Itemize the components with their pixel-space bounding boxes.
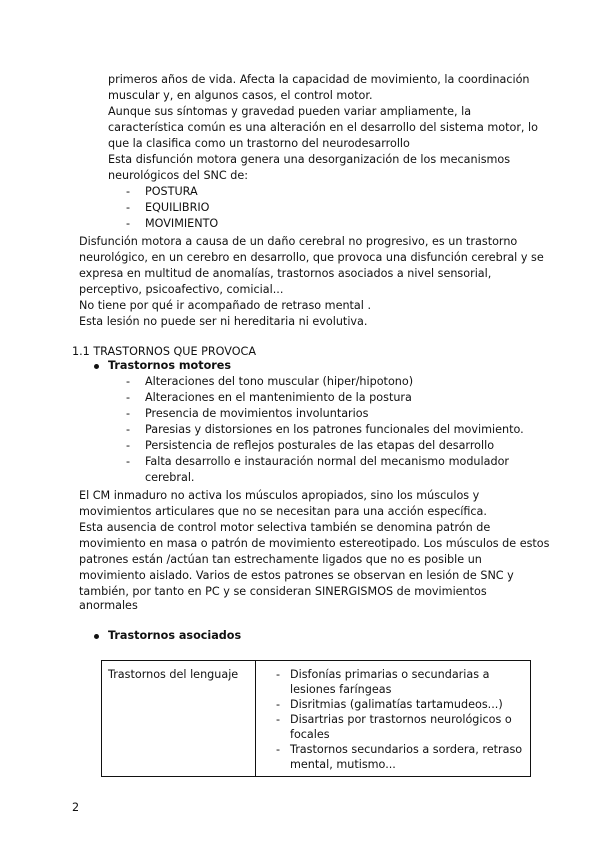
body-text-line: neurológico, en un cerebro en desarrollo, que provoca una disfunción cerebral y se [79,251,544,264]
body-text-line: Esta lesión no puede ser ni hereditaria ni evolutiva. [79,315,368,328]
body-text-line: primeros años de vida. Afecta la capacidad de movimiento, la coordinación [108,73,530,86]
snc-list-item: MOVIMIENTO [145,217,219,230]
table-item-line: Disfonías primarias o secundarias a [290,668,490,681]
body-text-line: anormales [79,599,138,612]
dash-bullet-icon: - [126,185,131,198]
table-item-line: focales [290,728,330,741]
dash-bullet-icon: - [276,713,281,726]
bullet-dot-icon [94,364,99,369]
table-list-item [262,742,524,772]
body-text-line: neurológicos del SNC de: [108,169,249,182]
table-items-cell [256,661,531,777]
dash-bullet-icon: - [276,698,281,711]
body-text-line: perceptivo, psicoafectivo, comicial... [79,283,284,296]
body-text-line: patrones están /actúan tan estrechamente ligados que no es posible un [79,553,482,566]
dash-bullet-icon: - [276,743,281,756]
body-text-line: muscular y, en algunos casos, el control motor. [108,89,373,102]
trastornos-motores-title: Trastornos motores [108,359,232,372]
table-item-line: Disartrias por trastornos neurológicos o [290,713,512,726]
body-text-line: expresa en multitud de anomalías, trastornos asociados a nivel sensorial, [79,267,492,280]
motor-list-item: Presencia de movimientos involuntarios [145,407,369,420]
table-label-cell: Trastornos del lenguaje [102,661,256,777]
dash-bullet-icon: - [126,375,131,388]
dash-bullet-icon: - [126,201,131,214]
dash-bullet-icon: - [126,439,131,452]
body-text-line: El CM inmaduro no activa los músculos apropiados, sino los músculos y [79,489,480,502]
table-list-item [262,697,524,712]
body-text-line: No tiene por qué ir acompañado de retraso mental . [79,299,372,312]
snc-list-item: EQUILIBRIO [145,201,210,214]
body-text-line: Esta disfunción motora genera una desorganización de los mecanismos [108,153,511,166]
bullet-dot-icon [94,634,99,639]
table-item-line: mental, mutismo... [290,758,396,771]
trastornos-asociados-title: Trastornos asociados [108,629,242,642]
table-list-item [262,712,524,742]
table-item-line: lesiones faríngeas [290,683,392,696]
motor-list-item: Falta desarrollo e instauración normal del mecanismo modulador [145,455,510,468]
body-text-line: Aunque sus síntomas y gravedad pueden variar ampliamente, la [108,105,472,118]
dash-bullet-icon: - [126,391,131,404]
table-row [102,661,531,777]
motor-list-item: Alteraciones en el mantenimiento de la postura [145,391,412,404]
section-heading: 1.1 TRASTORNOS QUE PROVOCA [72,345,256,358]
trastornos-table [101,660,531,777]
dash-bullet-icon: - [126,217,131,230]
dash-bullet-icon: - [276,668,281,681]
motor-list-item: Paresias y distorsiones en los patrones funcionales del movimiento. [145,423,524,436]
snc-list-item: POSTURA [145,185,198,198]
body-text-line: también, por tanto en PC y se consideran SINERGISMOS de movimientos [79,585,487,598]
body-text-line: que la clasifica como un trastorno del neurodesarrollo [108,137,410,150]
motor-list-item: cerebral. [145,471,195,484]
table-list-item [262,667,524,697]
body-text-line: característica común es una alteración en el desarrollo del sistema motor, lo [108,121,539,134]
motor-list-item: Alteraciones del tono muscular (hiper/hipotono) [145,375,414,388]
motor-list-item: Persistencia de reflejos posturales de las etapas del desarrollo [145,439,495,452]
page-number: 2 [72,801,80,814]
body-text-line: movimiento aislado. Varios de estos patrones se observan en lesión de SNC y [79,569,514,582]
table-item-line: Disritmias (galimatías tartamudeos...) [290,698,503,711]
table-item-line: Trastornos secundarios a sordera, retraso [290,743,523,756]
body-text-line: movimiento en masa o patrón de movimiento estereotipado. Los músculos de estos [79,537,550,550]
body-text-line: movimientos articulares que no se necesitan para una acción específica. [79,505,487,518]
body-text-line: Disfunción motora a causa de un daño cerebral no progresivo, es un trastorno [79,235,518,248]
dash-bullet-icon: - [126,455,131,468]
dash-bullet-icon: - [126,407,131,420]
body-text-line: Esta ausencia de control motor selectiva también se denomina patrón de [79,521,491,534]
dash-bullet-icon: - [126,423,131,436]
